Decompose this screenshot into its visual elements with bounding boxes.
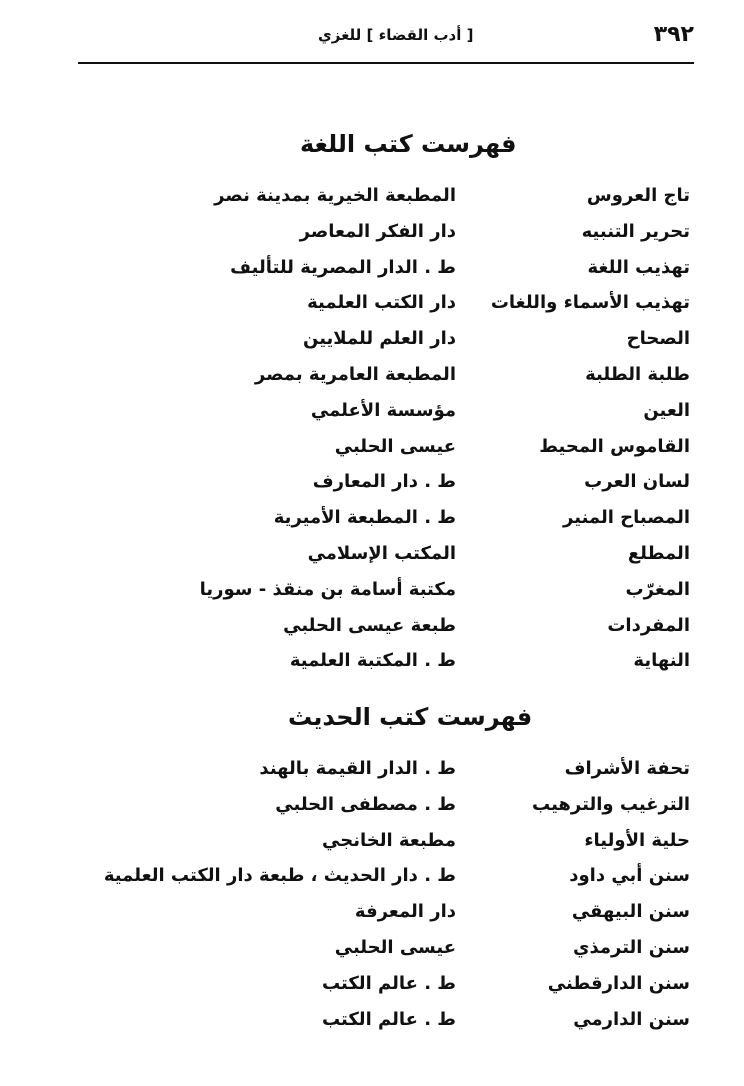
list-item — [0, 1009, 744, 1045]
book-title: سنن الترمذي — [572, 936, 690, 958]
book-publisher: عيسى الحلبي — [334, 435, 456, 457]
page-header — [78, 22, 694, 58]
book-publisher: ط . الدار المصرية للتأليف — [230, 256, 456, 278]
book-publisher: دار الكتب العلمية — [307, 292, 456, 314]
book-publisher: ط . عالم الكتب — [321, 1008, 456, 1030]
book-title: الصحاح — [626, 328, 690, 350]
section-heading-language-books: فهرست كتب اللغة — [300, 130, 517, 158]
hadith-books-list — [0, 758, 744, 1044]
book-title: المصباح المنير — [563, 507, 690, 529]
book-publisher: طبعة عيسى الحلبي — [283, 614, 456, 636]
book-title: سنن أبي داود — [569, 865, 690, 887]
list-item — [0, 937, 744, 973]
book-publisher: المطبعة العامرية بمصر — [254, 363, 456, 385]
book-title: المغرّب — [625, 578, 690, 600]
list-item — [0, 543, 744, 579]
book-publisher: المكتب الإسلامي — [307, 542, 456, 564]
book-publisher: ط . عالم الكتب — [321, 972, 456, 994]
book-publisher: مطبعة الخانجي — [322, 829, 456, 851]
list-item — [0, 830, 744, 866]
book-title: النهاية — [633, 650, 690, 672]
book-title: لسان العرب — [584, 471, 690, 493]
book-publisher: ط . المكتبة العلمية — [289, 650, 456, 672]
list-item — [0, 507, 744, 543]
list-item — [0, 471, 744, 507]
list-item — [0, 328, 744, 364]
book-publisher: دار الفكر المعاصر — [299, 220, 456, 242]
list-item — [0, 650, 744, 686]
list-item — [0, 221, 744, 257]
list-item — [0, 185, 744, 221]
list-item — [0, 615, 744, 651]
list-item — [0, 257, 744, 293]
list-item — [0, 865, 744, 901]
header-rule — [78, 62, 694, 64]
list-item — [0, 758, 744, 794]
book-title: المطلع — [627, 542, 690, 564]
book-publisher: ط . مصطفى الحلبي — [275, 793, 456, 815]
list-item — [0, 579, 744, 615]
book-title: القاموس المحيط — [539, 435, 690, 457]
list-item — [0, 364, 744, 400]
book-title: الترغيب والترهيب — [532, 793, 690, 815]
list-item — [0, 436, 744, 472]
book-publisher: ط . دار المعارف — [312, 471, 456, 493]
list-item — [0, 400, 744, 436]
section-heading-hadith-books: فهرست كتب الحديث — [288, 703, 533, 731]
running-title: [ أدب القضاء ] للغزي — [318, 26, 474, 44]
book-publisher: ط . الدار القيمة بالهند — [259, 758, 456, 779]
book-publisher: المطبعة الخيرية بمدينة نصر — [214, 185, 456, 206]
book-title: تحفة الأشراف — [564, 758, 690, 779]
book-title: تحرير التنبيه — [581, 220, 690, 242]
book-title: طلبة الطلبة — [585, 363, 690, 385]
book-publisher: مؤسسة الأعلمي — [310, 399, 456, 421]
book-publisher: دار المعرفة — [354, 901, 456, 923]
book-publisher: مكتبة أسامة بن منقذ - سوريا — [199, 578, 456, 600]
book-title: تهذيب الأسماء واللغات — [490, 292, 690, 314]
book-title: المفردات — [607, 614, 690, 636]
language-books-list — [0, 185, 744, 686]
book-title: سنن الدارمي — [573, 1008, 690, 1030]
book-publisher: ط . دار الحديث ، طبعة دار الكتب العلمية — [103, 865, 456, 887]
book-title: تهذيب اللغة — [587, 256, 690, 278]
page-number: ٣٩٢ — [653, 22, 694, 47]
book-title: تاج العروس — [586, 185, 690, 206]
book-title: سنن البيهقي — [571, 901, 690, 923]
book-title: العين — [643, 399, 690, 421]
book-publisher: ط . المطبعة الأميرية — [273, 507, 456, 529]
book-publisher: دار العلم للملايين — [303, 328, 456, 350]
list-item — [0, 901, 744, 937]
list-item — [0, 292, 744, 328]
book-publisher: عيسى الحلبي — [334, 936, 456, 958]
book-title: سنن الدارقطني — [547, 972, 690, 994]
list-item — [0, 794, 744, 830]
list-item — [0, 973, 744, 1009]
book-title: حلية الأولياء — [584, 829, 690, 851]
